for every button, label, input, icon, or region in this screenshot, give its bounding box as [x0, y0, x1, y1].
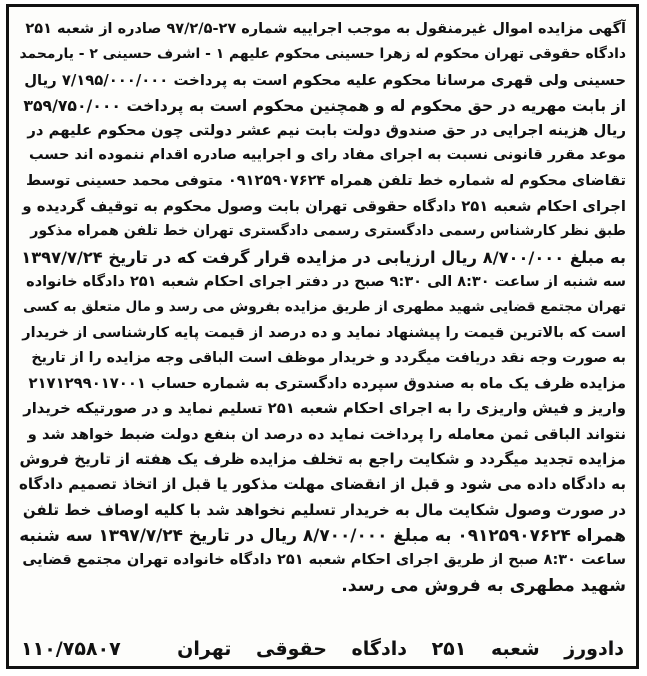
notice-line: موعد مقرر قانونی نسبت به اجرای مفاد رای و اجراییه صادره اقدام ننموده اند حسب	[28, 147, 626, 164]
notice-line: واریز و فیش واریزی را به اجرای احکام شعبه ۲۵۱ تسلیم نماید و در صورتیکه خریدار	[23, 400, 626, 418]
notice-line: اجرای احکام شعبه ۲۵۱ دادگاه حقوقی تهران بابت وصول محکوم به توقیف گردیده و	[22, 198, 626, 216]
notice-line: همراه ۰۹۱۲۵۹۰۷۶۲۴ به مبلغ ۸/۷۰۰/۰۰۰ ریال در تاریخ ۱۳۹۷/۷/۲۴ سه شنبه	[19, 524, 626, 545]
auction-notice	[6, 4, 639, 669]
notice-line: از بابت مهریه در حق محکوم له و همچنین محکوم است به پرداخت ۳۵۹/۷۵۰/۰۰۰	[23, 95, 626, 115]
notice-line: شهید مطهری به فروش می رسد.	[341, 575, 626, 596]
notice-line: تهران مجتمع قضایی شهید مطهری از طریق مزایده بفروش می رسد و مال متعلق به کسی	[23, 299, 626, 316]
notice-line: آگهی مزایده اموال غیرمنقول به موجب اجراییه شماره ۲۷-۹۷/۲/۵ صادره از شعبه ۲۵۱	[25, 21, 626, 37]
notice-line: طبق نظر کارشناس رسمی دادگستری رسمی دادگستری تهران خط تلفن همراه مذکور	[30, 223, 626, 240]
notice-line: ساعت ۸:۳۰ صبح از طریق اجرای احکام شعبه ۲۵۱ دادگاه خانواده تهران مجتمع قضایی	[22, 552, 626, 569]
signature-line: دادورز شعبه ۲۵۱ دادگاه حقوقی تهران	[177, 638, 624, 660]
notice-line: نتواند الباقی ثمن معامله را پرداخت نماید ده درصد ان بنفع دولت ضبط خواهد شد و	[27, 425, 626, 443]
notice-line: مزایده ظرف یک ماه به صندوق سپرده دادگستری به شماره حساب ۲۱۷۱۲۹۹۰۱۷۰۰۱	[28, 375, 626, 393]
notice-line: تقاضای محکوم له شماره خط تلفن همراه ۰۹۱۲۵۹۰۷۶۲۴ متوفی محمد حسینی توسط	[26, 172, 626, 189]
notice-line: به صورت وجه نقد دریافت میگردد و خریدار موظف است الباقی وجه مزایده را از تاریخ	[31, 349, 626, 366]
notice-line: حسینی ولی قهری مرسانا محکوم علیه محکوم است به پرداخت ۷/۱۹۵/۰۰۰/۰۰۰ ریال	[24, 71, 626, 89]
notice-line: است که بالاترین قیمت را پیشنهاد نماید و ده درصد از قیمت پایه کارشناسی از خریدار	[22, 324, 626, 341]
notice-line: در صورت وصول شکایت مال به خریدار تسلیم نخواهد شد با کلیه اوصاف خط تلفن	[22, 500, 626, 519]
notice-line: سه شنبه از ساعت ۸:۳۰ الی ۹:۳۰ صبح در دفتر اجرای احکام شعبه ۲۵۱ دادگاه خانواده	[26, 273, 626, 290]
notice-code: ۱۱۰/۷۵۸۰۷	[21, 638, 121, 660]
notice-body	[19, 17, 626, 599]
notice-line: به مبلغ ۸/۷۰۰/۰۰۰ ریال ارزیابی در مزایده قرار گرفت که در تاریخ ۱۳۹۷/۷/۲۴	[21, 247, 626, 267]
notice-line: ریال هزینه اجرایی در حق صندوق دولت بابت نیم عشر دولتی چون محکوم علیهم در	[27, 122, 626, 140]
notice-line: به دادگاه داده می شود و قبل از انقضای مهلت مذکور یا قبل از اتخاذ تصمیم دادگاه	[19, 475, 626, 494]
notice-footer	[21, 638, 624, 660]
notice-line: دادگاه حقوقی تهران محکوم له زهرا حسینی محکوم علیهم ۱ - اشرف حسینی ۲ - یارمحمد	[19, 46, 626, 63]
notice-line: مزایده تجدید میگردد و شکایت راجع به تخلف مزایده ظرف یک هفته از تاریخ فروش	[19, 450, 626, 469]
